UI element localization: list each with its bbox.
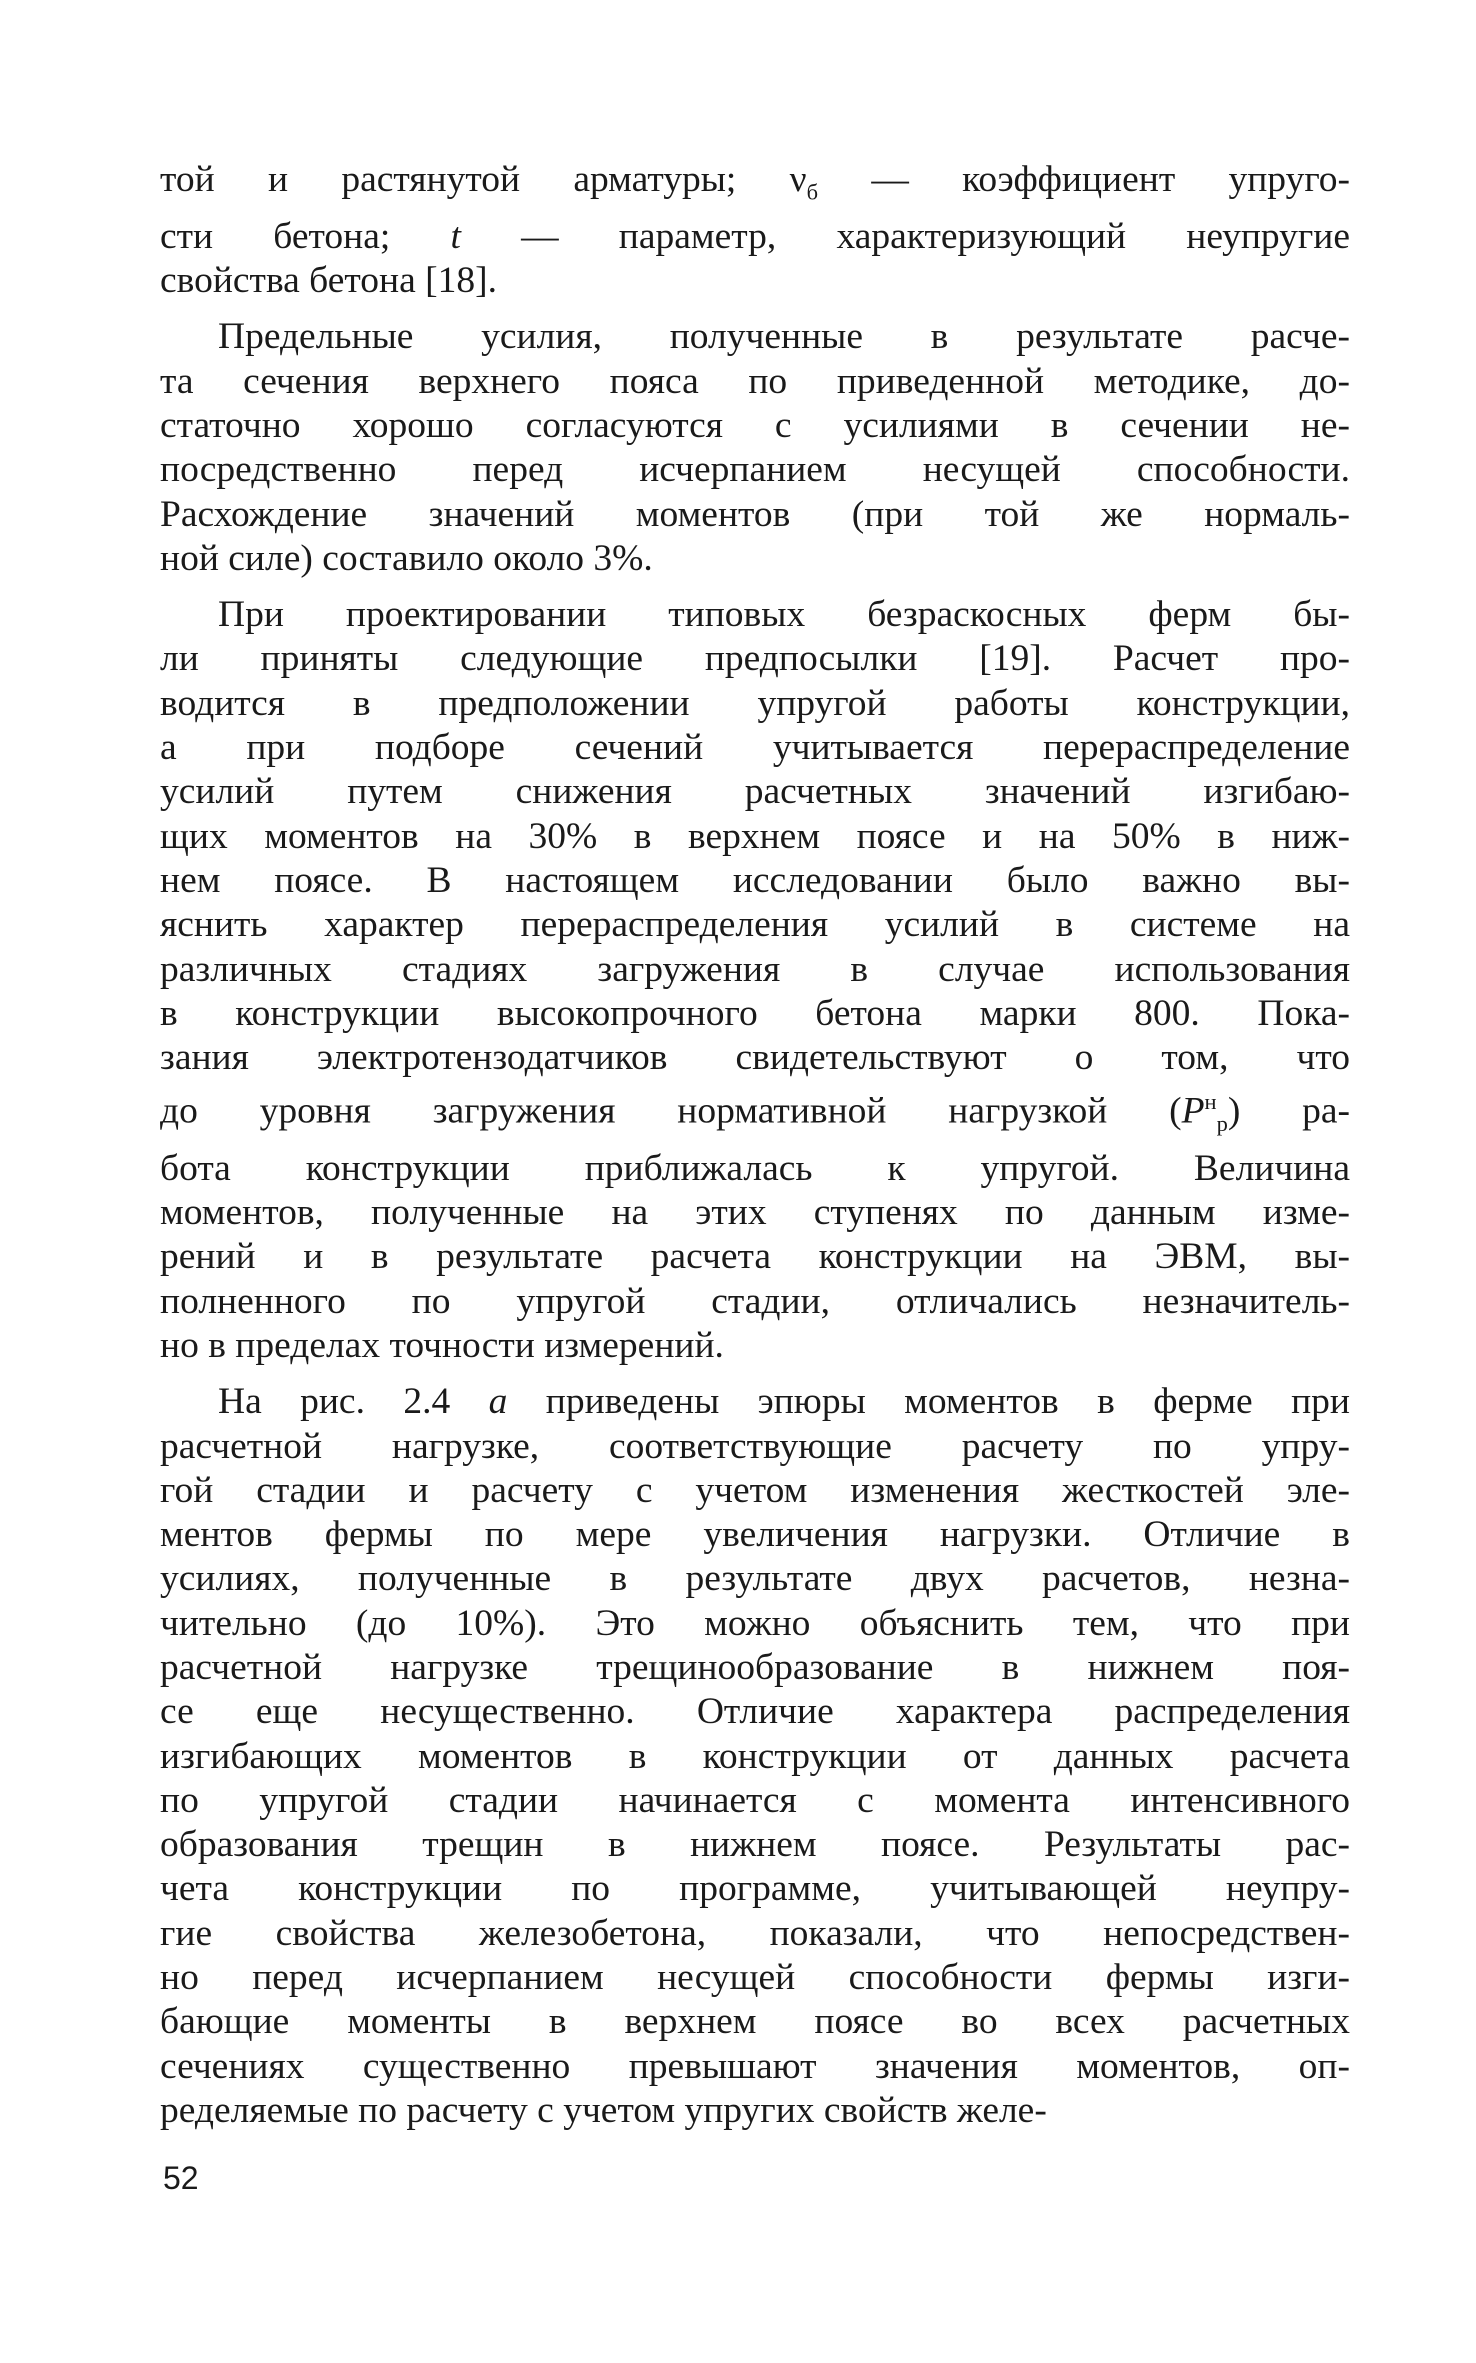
text-line: бота конструкции приближалась к упругой. Величина: [160, 1147, 1350, 1189]
text-line: щих моментов на 30% в верхнем поясе и на 50% в ниж-: [160, 815, 1350, 857]
text-line: чета конструкции по программе, учитывающей неупру-: [160, 1868, 1350, 1910]
text-line: но перед исчерпанием несущей способности фермы изги-: [160, 1957, 1350, 1999]
text-line: нем поясе. В настоящем исследовании было важно вы-: [160, 859, 1350, 901]
text-line: гой стадии и расчету с учетом изменения жесткостей эле-: [160, 1469, 1350, 1511]
text-line: гие свойства железобетона, показали, что непосредствен-: [160, 1912, 1350, 1954]
text-line: ной силе) составило около 3%.: [160, 537, 653, 579]
text-line: се еще несущественно. Отличие характера распределения: [160, 1691, 1350, 1733]
text-line: сти бетона; t — параметр, характеризующий неупругие: [160, 215, 1351, 257]
text-line: образования трещин в нижнем поясе. Результаты рас-: [160, 1824, 1350, 1866]
text-line: по упругой стадии начинается с момента интенсивного: [160, 1779, 1350, 1821]
text-line: усилий путем снижения расчетных значений изгибаю-: [160, 771, 1350, 813]
text-line: та сечения верхнего пояса по приведенной методике, до-: [160, 360, 1350, 402]
text-line: яснить характер перераспределения усилий в системе на: [160, 904, 1350, 946]
text-line: зания электротензодатчиков свидетельствуют о том, что: [160, 1037, 1350, 1079]
text-line: различных стадиях загружения в случае использования: [160, 948, 1350, 990]
text-line: расчетной нагрузке, соответствующие расчету по упру-: [160, 1425, 1350, 1467]
text-line: сечениях существенно превышают значения моментов, оп-: [160, 2045, 1350, 2087]
text-line: На рис. 2.4 а приведены эпюры моментов в ферме при: [218, 1381, 1350, 1423]
text-line: статочно хорошо согласуются с усилиями в сечении не-: [160, 404, 1350, 446]
text-line: усилиях, полученные в результате двух расчетов, незна-: [160, 1558, 1350, 1600]
text-line: водится в предположении упругой работы конструкции,: [160, 682, 1350, 724]
text-line: но в пределах точности измерений.: [160, 1324, 724, 1366]
paragraph-continuation: [160, 158, 1350, 303]
text-line: Расхождение значений моментов (при той же нормаль-: [160, 493, 1350, 535]
text-line: в конструкции высокопрочного бетона марки 800. Пока-: [160, 992, 1350, 1034]
text-line: ределяемые по расчету с учетом упругих свойств желе-: [160, 2089, 1047, 2131]
text-line: бающие моменты в верхнем поясе во всех расчетных: [160, 2001, 1350, 2043]
paragraph-figure-discussion: [160, 1380, 1350, 2133]
text-line: полненного по упругой стадии, отличались незначитель-: [160, 1280, 1350, 1322]
paragraph-ultimate-forces: [160, 315, 1350, 581]
text-line: ли приняты следующие предпосылки [19]. Расчет про-: [160, 638, 1350, 680]
text-line: Предельные усилия, полученные в результате расче-: [218, 316, 1350, 358]
text-line: свойства бетона [18].: [160, 260, 497, 302]
text-line: моментов, полученные на этих ступенях по данным изме-: [160, 1192, 1350, 1234]
text-line: При проектировании типовых безраскосных ферм бы-: [218, 594, 1350, 636]
page-body: [160, 158, 1350, 2133]
text-line: рений и в результате расчета конструкции на ЭВМ, вы-: [160, 1236, 1350, 1278]
text-line: чительно (до 10%). Это можно объяснить тем, что при: [160, 1602, 1350, 1644]
text-line: а при подборе сечений учитывается перераспределение: [160, 727, 1350, 769]
paragraph-typical-trusses: [160, 593, 1350, 1368]
text-line: до уровня загружения нормативной нагрузкой $(P^н_р)$ ра-: [160, 1089, 1350, 1137]
text-line: изгибающих моментов в конструкции от данных расчета: [160, 1735, 1350, 1777]
text-line: той и растянутой арматуры; $\nu_б$ — коэффициент упруго-: [160, 159, 1350, 205]
text-line: расчетной нагрузке трещинообразование в нижнем поя-: [160, 1647, 1350, 1688]
page-number: 52: [163, 2160, 199, 2196]
text-line: посредственно перед исчерпанием несущей способности.: [160, 449, 1350, 491]
text-line: ментов фермы по мере увеличения нагрузки. Отличие в: [160, 1514, 1350, 1556]
